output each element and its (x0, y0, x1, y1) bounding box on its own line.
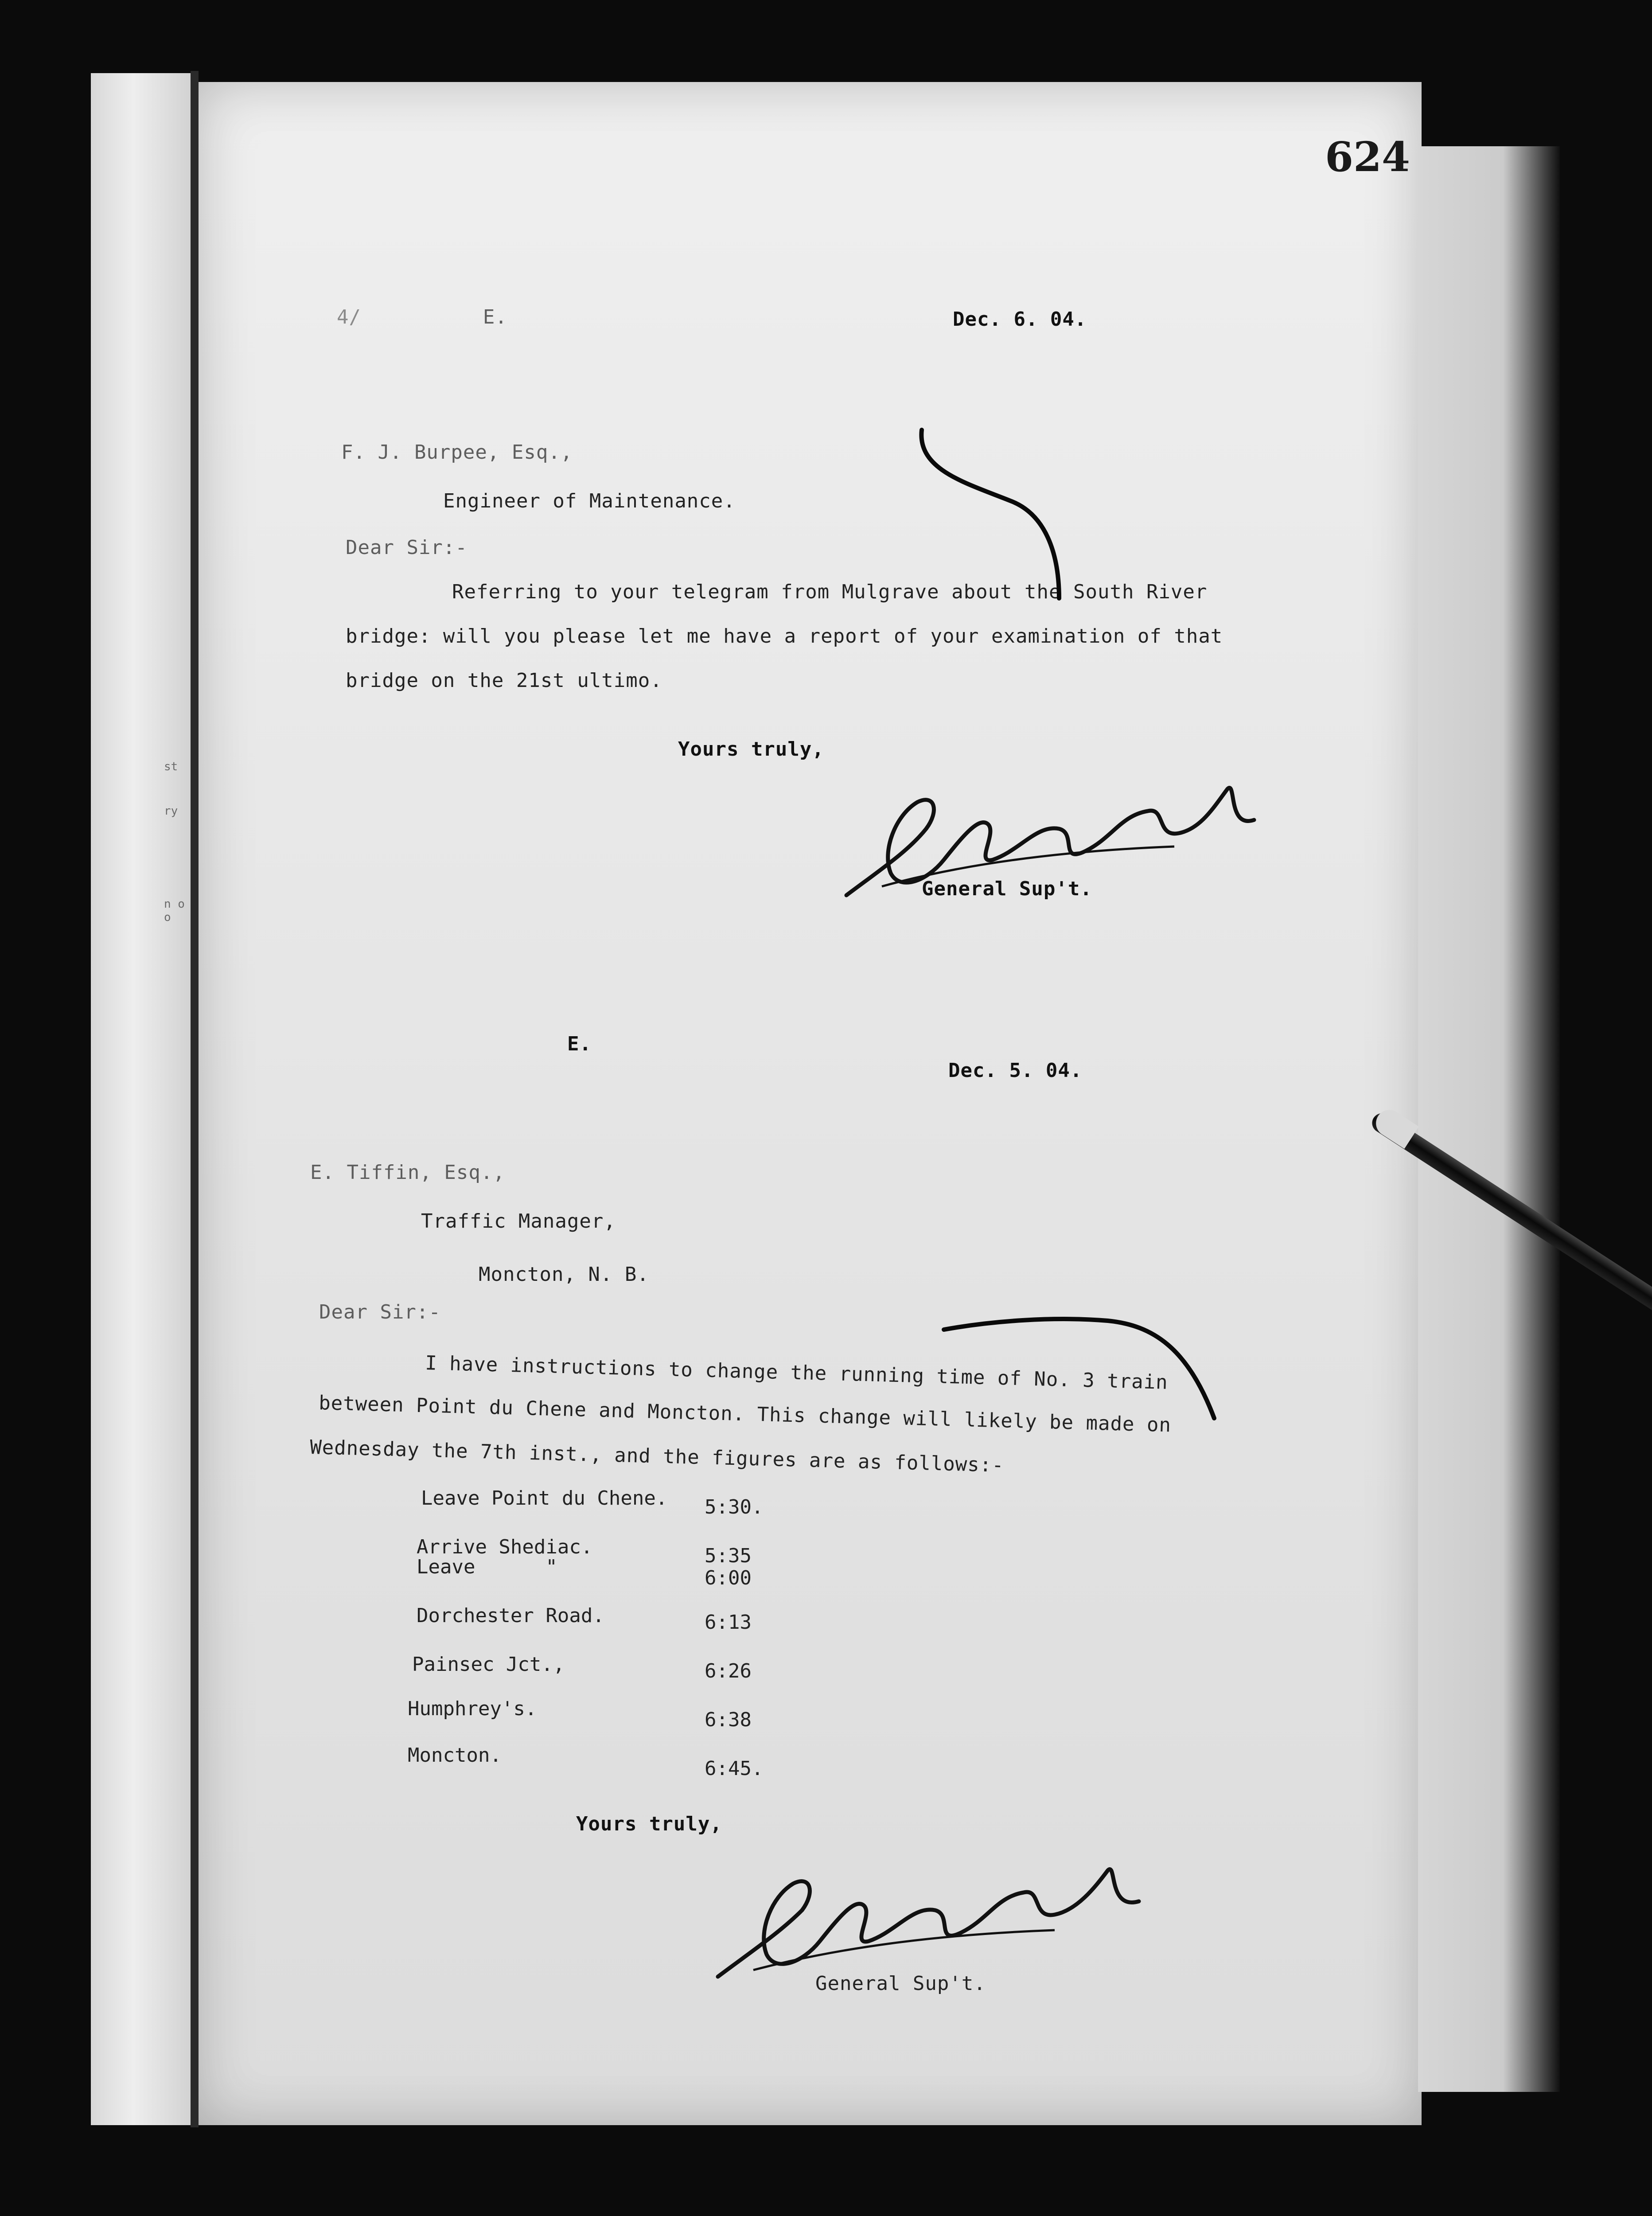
schedule-row (421, 1487, 667, 1510)
schedule-station: Painsec Jct., (412, 1653, 565, 1676)
letter1-recipient-title: Engineer of Maintenance. (443, 490, 736, 512)
letter1-recipient-name: F. J. Burpee, Esq., (341, 441, 573, 464)
schedule-time: 5:35 (705, 1545, 752, 1567)
pen-stroke-mark (939, 1312, 1223, 1427)
schedule-station: Humphrey's. (408, 1697, 537, 1720)
letter1-body-line: bridge: will you please let me have a report of your examination of that (346, 625, 1223, 648)
letter2-body-line: I have instructions to change the running time of No. 3 train (425, 1352, 1169, 1394)
page-right-edge (1418, 146, 1560, 2092)
letter1-salutation: Dear Sir:- (346, 536, 468, 559)
schedule-station: Leave Point du Chene. (421, 1487, 668, 1510)
letterbook-page (199, 82, 1422, 2125)
letter1-body-line: Referring to your telegram from Mulgrave about the South River (452, 581, 1208, 603)
schedule-time: 6:38 (705, 1709, 752, 1731)
letter1-date: Dec. 6. 04. (953, 308, 1087, 331)
adjacent-page-fragment: ry (164, 804, 178, 818)
letter2-recipient-name: E. Tiffin, Esq., (310, 1161, 505, 1184)
letter1-signature-title: General Sup't. (922, 878, 1092, 900)
schedule-time: 6:00 (705, 1567, 752, 1589)
adjacent-page-strip (91, 73, 197, 2125)
schedule-station: Leave " (417, 1556, 557, 1578)
schedule-time: 6:45. (705, 1757, 764, 1780)
schedule-time: 5:30. (705, 1496, 764, 1518)
letter1-closing: Yours truly, (678, 738, 824, 761)
schedule-station: Dorchester Road. (417, 1604, 604, 1627)
letter2-body-line: between Point du Chene and Moncton. This change will likely be made on (318, 1392, 1172, 1437)
letter2-signature-title: General Sup't. (815, 1972, 986, 1995)
book-spine-shadow (191, 71, 199, 2127)
pen-stroke-mark (913, 421, 1072, 607)
schedule-station: Moncton. (408, 1744, 502, 1767)
letter2-body-line: Wednesday the 7th inst., and the figures are as follows:- (309, 1436, 1005, 1477)
schedule-time: 6:13 (705, 1611, 752, 1634)
letter2-closing: Yours truly, (576, 1813, 722, 1835)
schedule-station: Arrive Shediac. (417, 1536, 593, 1558)
page-number: 624 (1325, 133, 1410, 181)
letter2-date: Dec. 5. 04. (948, 1059, 1083, 1082)
letter1-file-ref: 4/ E. (337, 306, 507, 328)
letter1-body-line: bridge on the 21st ultimo. (346, 669, 662, 692)
adjacent-page-fragment: st (164, 760, 178, 773)
letter2-salutation: Dear Sir:- (319, 1301, 441, 1323)
letter2-file-ref: E. (567, 1033, 592, 1055)
schedule-time: 6:26 (705, 1660, 752, 1682)
letter2-recipient-title: Traffic Manager, (421, 1210, 616, 1233)
adjacent-page-fragment: n o o (164, 897, 185, 924)
letter2-recipient-location: Moncton, N. B. (479, 1263, 649, 1286)
letter2-signature (705, 1844, 1174, 1986)
